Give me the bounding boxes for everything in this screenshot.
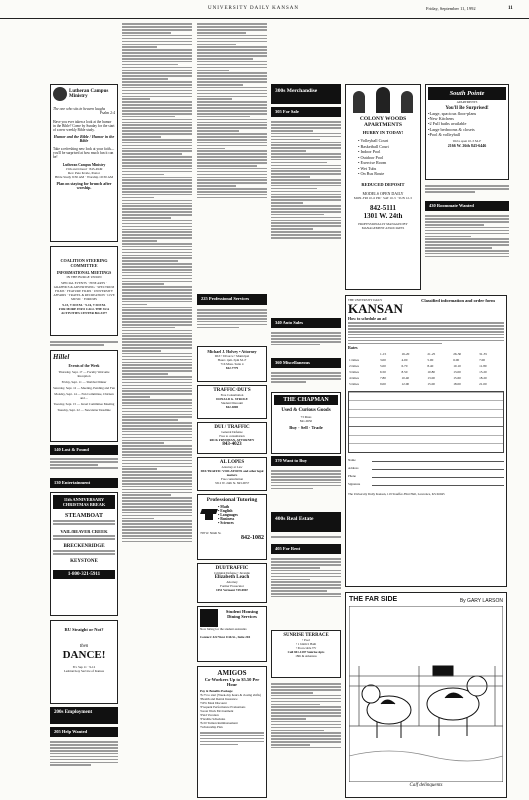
amigos-line-6: •Paid Vacation xyxy=(200,713,219,717)
sunrise-line-0: • Pool xyxy=(302,638,310,642)
holvey-line-1: Hours 1pm–5pm M–F xyxy=(217,358,247,362)
amigos-line-3: •50% Meal Discount xyxy=(200,701,227,705)
rates-cell: 7.80 xyxy=(380,376,386,381)
sunrise-line-3: Call 841-1287 Sunrise Apts xyxy=(287,650,325,654)
alopes-title: AL LOPES xyxy=(219,460,245,465)
dui-line-3: 843-4023 xyxy=(222,442,242,447)
lutheran-campus-ministry-ad xyxy=(50,84,118,242)
christmas-breck: BRECKENRIDGE xyxy=(63,544,105,549)
lutheran-verse1-ref: Psalm 2:4 xyxy=(99,111,115,115)
ad-copy-grid[interactable] xyxy=(348,391,504,453)
chapman-title: THE CHAPMAN xyxy=(274,395,338,405)
col2-classified-listings xyxy=(122,22,192,798)
col4-bottom-text xyxy=(271,682,341,796)
al-lopes-attorney-ad xyxy=(197,457,267,491)
col4-misc-text xyxy=(271,371,341,391)
tutoring-item-0: • Math xyxy=(218,505,230,509)
colony-mgmt: PROFESSIONALLY MANAGED BY MANAGEMENT ASSOCIATES xyxy=(358,221,408,230)
amigos-ad xyxy=(197,666,267,798)
rates-cell: 11.80 xyxy=(479,364,487,369)
colony-list-5: • Wet Tubs xyxy=(358,165,377,171)
hillel-event-2: Friday, Sept. 11 — Shabbat Dinner xyxy=(61,380,107,384)
rates-cell: 2 times xyxy=(349,364,359,369)
page-masthead xyxy=(0,0,529,19)
lutheran-plan: Plan on staying for brunch after worship. xyxy=(56,181,112,190)
traffic-title: TRAFFIC·DUI'S xyxy=(213,388,251,393)
dance-date: Fri. Sep 11 · 9-12 xyxy=(72,665,96,669)
amigos-title: AMIGOS xyxy=(217,669,247,677)
chapman-line-1: 841-0650 xyxy=(299,419,313,423)
southpointe-item-4: •Pool & volleyball xyxy=(428,131,461,137)
amigos-line-9: •Scholarship Plan xyxy=(200,725,223,729)
southpointe-item-1: •New Kitchens xyxy=(428,116,454,122)
orderform-footer: The University Daily Kansan, 119 Stauffer-Flint Hall, Lawrence, KS 66045 xyxy=(348,492,445,497)
amigos-subtitle: Co-Workers Up to $5.50 Per Hour xyxy=(204,677,260,687)
section-header-370: 370 Want to Buy xyxy=(271,456,341,466)
orderform-rates-title: Rates xyxy=(348,345,358,351)
lutheran-times: Bible Study 9:30 AM · Worship 10:30 AM xyxy=(55,175,113,179)
christmas-title: 11th ANNIVERSARY CHRISTMAS BREAK xyxy=(53,495,115,509)
form-field-phone-label: Phone xyxy=(348,473,356,478)
rates-cell: 7.00 xyxy=(479,358,486,363)
rates-cell: 12.00 xyxy=(401,382,410,387)
southpointe-item-5: We're open 10–5 M–F xyxy=(452,139,482,144)
tutoring-address: 708 W. Ninth St. xyxy=(200,531,222,535)
traffic-duis-ad xyxy=(197,385,267,419)
southpointe-item-2: •2 Full baths available xyxy=(428,121,467,127)
holvey-line-2: 716 Mass. Suite 4 xyxy=(220,362,244,366)
colony-list-0: • Volleyball Court xyxy=(358,138,389,143)
rates-header-cell: 26-30 xyxy=(453,352,462,357)
colony-title: COLONY WOODS APARTMENTS xyxy=(359,116,407,128)
rates-cell: 4 times xyxy=(349,376,359,381)
section-header-405: 405 For Rent xyxy=(271,544,341,554)
christmas-break-ski-ad xyxy=(50,492,118,616)
southpointe-item-0: •Large, spacious floor-plans xyxy=(428,111,477,116)
dui-line-0: General Defense xyxy=(221,430,243,434)
christmas-keystone: KEYSTONE xyxy=(70,559,98,564)
coalition-steering-committee-ad xyxy=(50,246,118,336)
rates-cell: 6.50 xyxy=(380,370,386,375)
tutoring-item-1: • English xyxy=(218,509,233,513)
holvey-attorney-ad xyxy=(197,346,267,382)
form-field-address-input[interactable] xyxy=(372,465,504,470)
form-field-phone-input[interactable] xyxy=(372,473,504,478)
chapman-line-2: Buy · Sell · Trade xyxy=(289,425,323,430)
leach-line-3: Former Prosecutor xyxy=(220,584,244,588)
comic-drawing xyxy=(349,606,503,782)
col6-roommate-text xyxy=(425,214,509,292)
colony-subtitle: HURRY IN TODAY! xyxy=(362,130,404,135)
rates-cell: 13.00 xyxy=(427,376,435,381)
southpointe-item-6: 2166 W. 26th 843-6446 xyxy=(447,143,487,149)
rates-cell: 15.20 xyxy=(479,370,487,375)
holvey-line-0: DUI • Divorce • Municipal xyxy=(214,354,250,358)
coalition-line-3: SPECIAL EVENTS · FINE ARTS · GRAPHICS & ADVERTISING · SPECTRUM FILMS · FEATURE FILMS · UNIVERSITY AFFAIRS · TRAVEL & RECREATION · LIVE MUSIC · FORUMS xyxy=(53,280,115,301)
dance-ad xyxy=(50,620,118,704)
section-header-140: 140 Lost & Found xyxy=(50,445,118,455)
student-housing-dining-ad xyxy=(197,606,267,662)
col4-auto-text xyxy=(271,331,341,357)
col1-help-wanted-text xyxy=(50,740,118,795)
hillel-event-5: Tuesday, Sept. 15 — Israel Committee Meeting xyxy=(53,402,115,406)
rates-cell: 5 times xyxy=(349,382,359,387)
colony-woods-building-icon xyxy=(348,87,418,113)
dance-title: DANCE! xyxy=(62,649,106,661)
section-header-200: 200s Employment xyxy=(50,707,118,724)
orderform-title: Classified information and order form xyxy=(421,298,495,303)
orderform-name: KANSAN xyxy=(348,301,403,316)
rates-cell: 15.00 xyxy=(427,382,435,387)
col4-for-sale-text xyxy=(271,120,341,316)
dui-line-2: RICK FRYDMAN, ATTORNEY xyxy=(209,438,255,442)
colony-reduced: REDUCED DEPOSIT xyxy=(361,181,405,187)
leach-title: DUI/TRAFFIC xyxy=(215,566,249,571)
orderform-uni: THE UNIVERSITY DAILY xyxy=(348,298,383,302)
coalition-info: FOR MORE INFO CALL THE SUA ACTIVITIES CENTER 864-3477 xyxy=(58,306,110,315)
graduation-cap-icon xyxy=(200,505,218,529)
traffic-line-3: 842-4800 xyxy=(225,405,239,409)
amigos-line-4: •Frequent Performance Evaluations xyxy=(200,705,246,709)
colony-models: MODELS OPEN DAILY xyxy=(362,190,404,196)
rates-cell: 8.40 xyxy=(427,364,434,369)
lutheran-title: Lutheran Campus Ministry xyxy=(69,88,109,99)
section-header-300: 300s Merchandise xyxy=(271,84,341,104)
sunrise-line-2: • Pool-cable TV xyxy=(295,646,317,650)
dui-title: DUI / TRAFFIC xyxy=(214,425,250,430)
amigos-line-0: Pay & Benefits Package xyxy=(200,689,233,693)
chapman-sub: Used & Curious Goods xyxy=(281,408,331,413)
rates-cell: 3 times xyxy=(349,370,359,375)
sunrise-title: SUNRISE TERRACE xyxy=(283,633,329,638)
col1-filler-text xyxy=(50,340,118,350)
traffic-line-1: DONALD G. STROLE xyxy=(216,397,248,401)
tutoring-phone: 842-1082 xyxy=(241,535,264,541)
rates-cell: 5.00 xyxy=(380,364,386,369)
col3-top-text xyxy=(197,22,267,290)
professional-tutoring-ad xyxy=(197,494,267,560)
comic-caption: Calf delinquents xyxy=(409,783,443,788)
kansan-order-form xyxy=(345,295,507,587)
rates-cell: 4.00 xyxy=(401,358,408,363)
rates-header-cell: 1-15 xyxy=(380,352,387,357)
col3-prof-services-text xyxy=(197,308,267,344)
hillel-event-1: Thursday, Sept. 17 — Faculty Welcome Reception xyxy=(58,370,110,378)
sunrise-line-4: 18th & Arkansas xyxy=(295,654,317,658)
rates-row xyxy=(348,381,504,387)
section-header-430: 430 Roommate Wanted xyxy=(425,201,509,211)
rates-cell: 1 times xyxy=(349,358,359,363)
coalition-dates: 9-15, 7:30 P.M. · 9-16, 7:30 P.M. xyxy=(62,302,106,307)
comic-author: By GARY LARSON xyxy=(459,598,503,604)
hillel-event-3: Saturday, Sept. 12 — Meeting, Pending and Fun xyxy=(53,386,115,390)
col4-for-rent-text xyxy=(271,557,341,627)
form-field-address-label: Address xyxy=(348,465,359,470)
lutheran-study: Humor and the Bible / Humor in the Bible xyxy=(53,134,115,143)
traffic-line-0: Free Consultation xyxy=(220,393,244,397)
hillel-event-4: Monday, Sept. 14 — Fun Committee, Chicken and ... xyxy=(54,392,114,400)
section-header-360: 360 Miscellaneous xyxy=(271,358,341,368)
coalition-line-1: INFORMATIONAL MEETINGS xyxy=(56,270,112,275)
lutheran-address: 15th and Oread · 843-4949 xyxy=(65,167,103,171)
masthead-newspaper-name: UNIVERSITY DAILY KANSAN xyxy=(208,6,300,11)
south-pointe-ad xyxy=(425,84,509,180)
leach-line-4: 1051 Vermont 749-0867 xyxy=(215,588,249,592)
the-chapman-ad xyxy=(271,392,341,454)
colony-phone: 842-5111 xyxy=(369,203,397,212)
rates-cell: 5.00 xyxy=(427,358,434,363)
colony-hours: MON–FRI 10–6 PM · SAT 10–5 · SUN 12–5 xyxy=(353,195,413,200)
christmas-phone: 1-800-321-5911 xyxy=(53,570,115,579)
form-field-signature-label: Signature xyxy=(348,481,361,486)
masthead-date: Friday, September 11, 1992 xyxy=(426,6,476,11)
colony-list-6: • On Bus Route xyxy=(358,171,385,176)
rates-cell: 6.70 xyxy=(401,364,408,369)
amigos-line-7: •Flexible Schedules xyxy=(200,717,226,721)
hillel-ad xyxy=(50,350,118,442)
col4-real-estate-text xyxy=(271,535,341,543)
colony-woods-ad xyxy=(345,84,421,290)
dance-then: then xyxy=(79,644,89,649)
rates-table xyxy=(348,351,504,387)
orderform-subtitle: How to schedule an ad xyxy=(348,316,387,321)
dui-traffic-frydman-ad xyxy=(197,422,267,454)
rates-cell: 6.00 xyxy=(453,358,460,363)
dui-traffic-leach-ad xyxy=(197,563,267,603)
rates-cell: 18.20 xyxy=(479,376,487,381)
traffic-line-2: Student Discount xyxy=(220,401,244,405)
section-header-400: 400s Real Estate xyxy=(271,512,341,532)
sunrise-line-1: • 1 bdrm/1 Bath xyxy=(295,642,317,646)
hillel-logo: Hillel xyxy=(53,353,70,361)
chapman-line-0: 73 Mass xyxy=(300,415,312,419)
housing-title: Student Housing Dining Services xyxy=(225,609,259,619)
christmas-vail: VAIL/BEAVER CREEK xyxy=(60,529,108,534)
amigos-line-5: •Great Work Environment xyxy=(200,709,234,713)
amigos-line-2: •Health and Dental Insurance xyxy=(200,697,238,701)
southpointe-sub: APARTMENTS xyxy=(456,100,478,104)
tutoring-item-3: • Business xyxy=(218,517,235,521)
colony-list-4: • Exercise Room xyxy=(358,160,387,165)
colony-list-2: • Indoor Pool xyxy=(358,149,381,154)
housing-line-1: Contact: 422 West 11th St., Suite 204 xyxy=(200,635,251,639)
house-icon xyxy=(200,609,218,627)
holvey-line-3: 842-7779 xyxy=(225,366,239,370)
rates-cell: 9.00 xyxy=(380,382,386,387)
rates-cell: 21.00 xyxy=(479,382,487,387)
dui-line-1: Free to consultation xyxy=(219,434,245,438)
lutheran-verse3: Take a refreshing new look at your faith—you'll be surprised at how much fun it can be! xyxy=(53,147,115,159)
colony-list-1: • Basketball Court xyxy=(358,143,389,149)
southpointe-item-3: •Large bedrooms & closets xyxy=(428,126,475,132)
form-field-name-label: Name xyxy=(348,457,356,462)
tutoring-item-4: • Sciences xyxy=(218,521,234,525)
rates-cell: 10.40 xyxy=(401,376,410,381)
section-header-205: 205 Help Wanted xyxy=(50,727,118,737)
amigos-line-8: •$.50 Tuition Reimbursement xyxy=(200,721,238,725)
form-field-name-input[interactable] xyxy=(372,457,504,462)
col4-want-buy-text xyxy=(271,469,341,509)
alopes-line-1: DUI/TRAFFIC VIOLATIONS and other legal matters xyxy=(200,469,264,477)
christmas-steamboat: STEAMBOAT xyxy=(65,513,103,519)
lutheran-verse1: The one who sits in heaven laughs xyxy=(53,107,106,111)
dance-place: Lesbian/Gay Service of Kansas xyxy=(63,669,105,673)
lutheran-verse2: Have you ever taken a look at the humor in the Bible? Come by Sunday for the start of a new weekly Bible study. xyxy=(53,120,115,132)
colony-address: 1301 W. 24th xyxy=(363,211,403,220)
coalition-line-2: IN THE BURGE UNION xyxy=(66,274,102,279)
leach-line-1: Elizabeth Leach xyxy=(214,575,250,580)
tutoring-item-2: • Languages xyxy=(218,513,238,517)
leach-line-0: Criminal Defense • Juvenile xyxy=(214,571,250,575)
hillel-event-6: Tuesday, Sept. 22 — Newsletter Deadline xyxy=(57,408,111,412)
masthead-page-number: 11 xyxy=(508,6,513,11)
section-header-340: 340 Auto Sales xyxy=(271,318,341,328)
rates-cell: 15.60 xyxy=(453,376,461,381)
rates-cell: 8.50 xyxy=(401,370,408,375)
col6-apartments-text xyxy=(425,184,509,200)
tutoring-title: Professional Tutoring xyxy=(206,497,258,503)
hillel-event-0: Events of the Week xyxy=(68,364,100,368)
alopes-line-3: 3312 W. 24th St. 843-0057 xyxy=(214,481,250,485)
holvey-name: Michael J. Holvey • Attorney xyxy=(207,349,257,354)
alopes-line-2: Free consultation xyxy=(220,477,244,481)
dance-ru: RU Straight or Not? xyxy=(64,627,104,632)
sunrise-terrace-ad xyxy=(271,630,341,678)
coalition-title: COALITION STEERING COMMITTEE xyxy=(60,258,108,268)
lutheran-contact: Lutheran Campus Ministry xyxy=(62,163,106,167)
rates-header-cell: 21-25 xyxy=(427,352,436,357)
rose-logo-icon xyxy=(53,87,67,101)
rates-header-cell: 31-35 xyxy=(479,352,487,357)
rates-cell: 10.10 xyxy=(453,364,461,369)
section-header-305: 305 For Sale xyxy=(271,107,341,117)
alopes-line-0: Attorney at Law xyxy=(221,465,243,469)
section-header-130: 130 Entertainment xyxy=(50,478,118,488)
rates-cell: 10.80 xyxy=(427,370,435,375)
lutheran-pastor: Rev. Pete Kvale, Pastor xyxy=(68,171,100,175)
far-side-comic xyxy=(345,592,507,798)
col1-lost-found-text xyxy=(50,457,118,477)
housing-line-0: Now hiring for the student assistants xyxy=(200,627,247,631)
southpointe-headline: You'll Be Surprised! xyxy=(445,106,489,111)
rates-header-cell: 16-20 xyxy=(401,352,410,357)
rates-cell: 13.00 xyxy=(453,370,461,375)
colony-list-3: • Outdoor Pool xyxy=(358,154,384,160)
southpointe-title: South Pointe xyxy=(428,87,506,100)
leach-line-2: Attorney xyxy=(226,580,238,584)
form-field-signature-input[interactable] xyxy=(372,481,504,486)
amigos-line-1: •$.75 to start (Week-day hours & closing shifts) xyxy=(200,693,261,697)
section-header-225: 225 Professional Services xyxy=(197,294,267,305)
rates-cell: 18.00 xyxy=(453,382,461,387)
comic-title: THE FAR SIDE xyxy=(349,596,398,603)
rates-cell: 3.00 xyxy=(380,358,386,363)
